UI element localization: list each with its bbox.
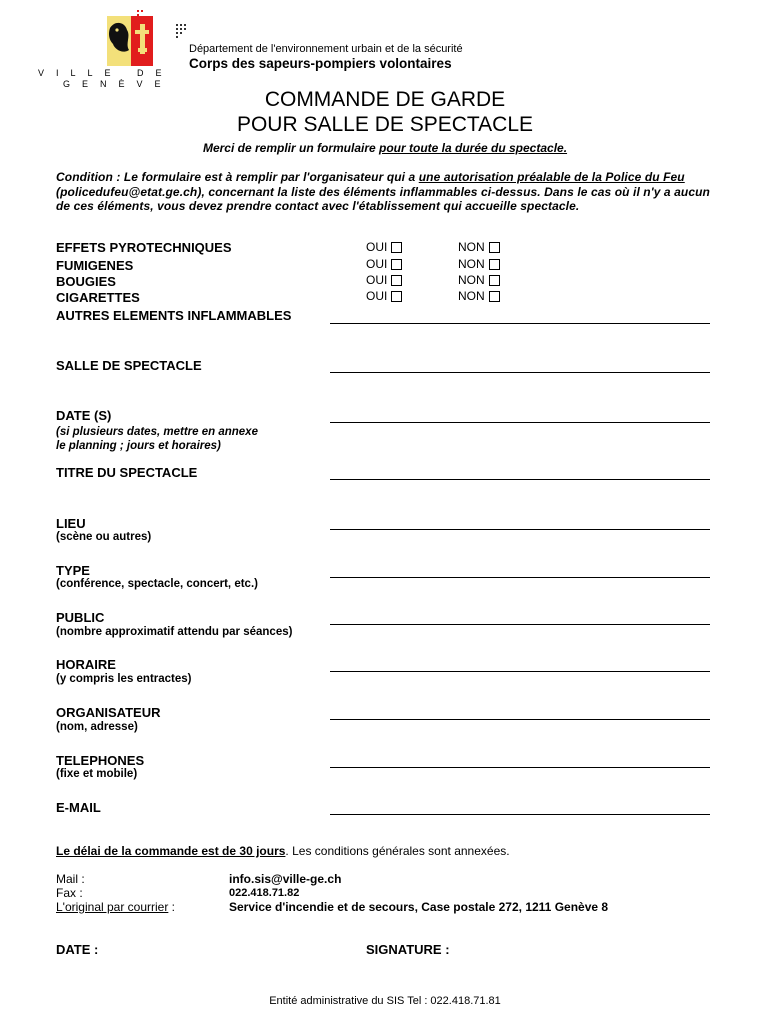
courrier-value: Service d'incendie et de secours, Case postale 272, 1211 Genève 8 [229,900,609,914]
field-line-organisateur[interactable] [330,719,710,720]
mail-label: Mail : [56,872,85,886]
page-title-line1: COMMANDE DE GARDE [264,88,506,111]
field-note-dates-1: (si plusieurs dates, mettre en annexe [56,426,258,438]
field-line-dates[interactable] [330,422,710,423]
department-name: Département de l'environnement urbain et de la sécurité [189,43,463,55]
delay-notice: Le délai de la commande est de 30 jours. Les conditions générales sont annexées. [56,844,510,858]
item-label-cigarettes: CIGARETTES [56,290,140,305]
field-label-telephones: TELEPHONES [56,753,145,768]
field-note-public: (nombre approximatif attendu par séances) [56,626,293,638]
field-label-titre: TITRE DU SPECTACLE [56,465,198,480]
oui-option-pyrotechniques[interactable]: OUI [366,240,402,254]
fax-label: Fax : [56,886,83,900]
corps-name: Corps des sapeurs-pompiers volontaires [189,56,452,71]
field-note-lieu: (scène ou autres) [56,531,152,543]
field-note-dates-2: le planning ; jours et horaires) [56,440,221,452]
oui-checkbox[interactable] [391,291,402,302]
subtitle: Merci de remplir un formulaire pour toute la durée du spectacle. [202,141,568,155]
field-label-organisateur: ORGANISATEUR [56,705,161,720]
field-label-email: E-MAIL [56,800,101,815]
courrier-label: L'original par courrier : [56,900,176,914]
non-option-fumigenes[interactable]: NON [458,257,500,271]
oui-checkbox[interactable] [391,259,402,270]
item-label-fumigenes: FUMIGENES [56,258,134,273]
geneva-coat-of-arms-logo [107,10,187,66]
field-line-lieu[interactable] [330,529,710,530]
field-line-autres[interactable] [330,323,710,324]
field-label-horaire: HORAIRE [56,657,116,672]
field-label-lieu: LIEU [56,516,86,531]
field-note-telephones: (fixe et mobile) [56,768,138,780]
fax-value: 022.418.71.82 [229,887,300,899]
mail-value[interactable]: info.sis@ville-ge.ch [229,872,342,886]
ville-de-geneve-wordmark: VILLE DE GENÈVE [38,68,174,89]
footer: Entité administrative du SIS Tel : 022.418.71.81 [269,995,501,1007]
date-signature-label: DATE : [56,942,99,957]
field-line-titre[interactable] [330,479,710,480]
non-checkbox[interactable] [489,291,500,302]
field-line-horaire[interactable] [330,671,710,672]
non-option-bougies[interactable]: NON [458,273,500,287]
item-label-pyrotechniques: EFFETS PYROTECHNIQUES [56,240,232,255]
oui-option-fumigenes[interactable]: OUI [366,257,402,271]
non-option-pyrotechniques[interactable]: NON [458,240,500,254]
oui-option-cigarettes[interactable]: OUI [366,289,402,303]
non-checkbox[interactable] [489,275,500,286]
non-checkbox[interactable] [489,259,500,270]
oui-checkbox[interactable] [391,242,402,253]
field-line-telephones[interactable] [330,767,710,768]
field-label-salle: SALLE DE SPECTACLE [56,358,202,373]
field-line-email[interactable] [330,814,710,815]
field-note-horaire: (y compris les entractes) [56,673,192,685]
field-label-dates: DATE (S) [56,408,112,423]
field-line-salle[interactable] [330,372,710,373]
oui-option-bougies[interactable]: OUI [366,273,402,287]
condition-paragraph: Condition : Le formulaire est à remplir par l'organisateur qui a une autorisation préalable de la Police du Feu (policedufeu@etat.ge.ch), concernant la liste des éléments inflammables ci-dessus. Dans le cas où il n'y a aucun de ces éléments, vous devez prendre contact avec l'établissement qui accueille spectacle. [56,170,710,213]
field-note-organisateur: (nom, adresse) [56,721,138,733]
oui-checkbox[interactable] [391,275,402,286]
field-label-autres: AUTRES ELEMENTS INFLAMMABLES [56,308,292,323]
non-option-cigarettes[interactable]: NON [458,289,500,303]
signature-label: SIGNATURE : [366,942,450,957]
field-label-public: PUBLIC [56,610,105,625]
field-note-type: (conférence, spectacle, concert, etc.) [56,578,258,590]
page-title-line2: POUR SALLE DE SPECTACLE [236,113,534,136]
field-label-type: TYPE [56,563,90,578]
item-label-bougies: BOUGIES [56,274,116,289]
field-line-type[interactable] [330,577,710,578]
field-line-public[interactable] [330,624,710,625]
non-checkbox[interactable] [489,242,500,253]
